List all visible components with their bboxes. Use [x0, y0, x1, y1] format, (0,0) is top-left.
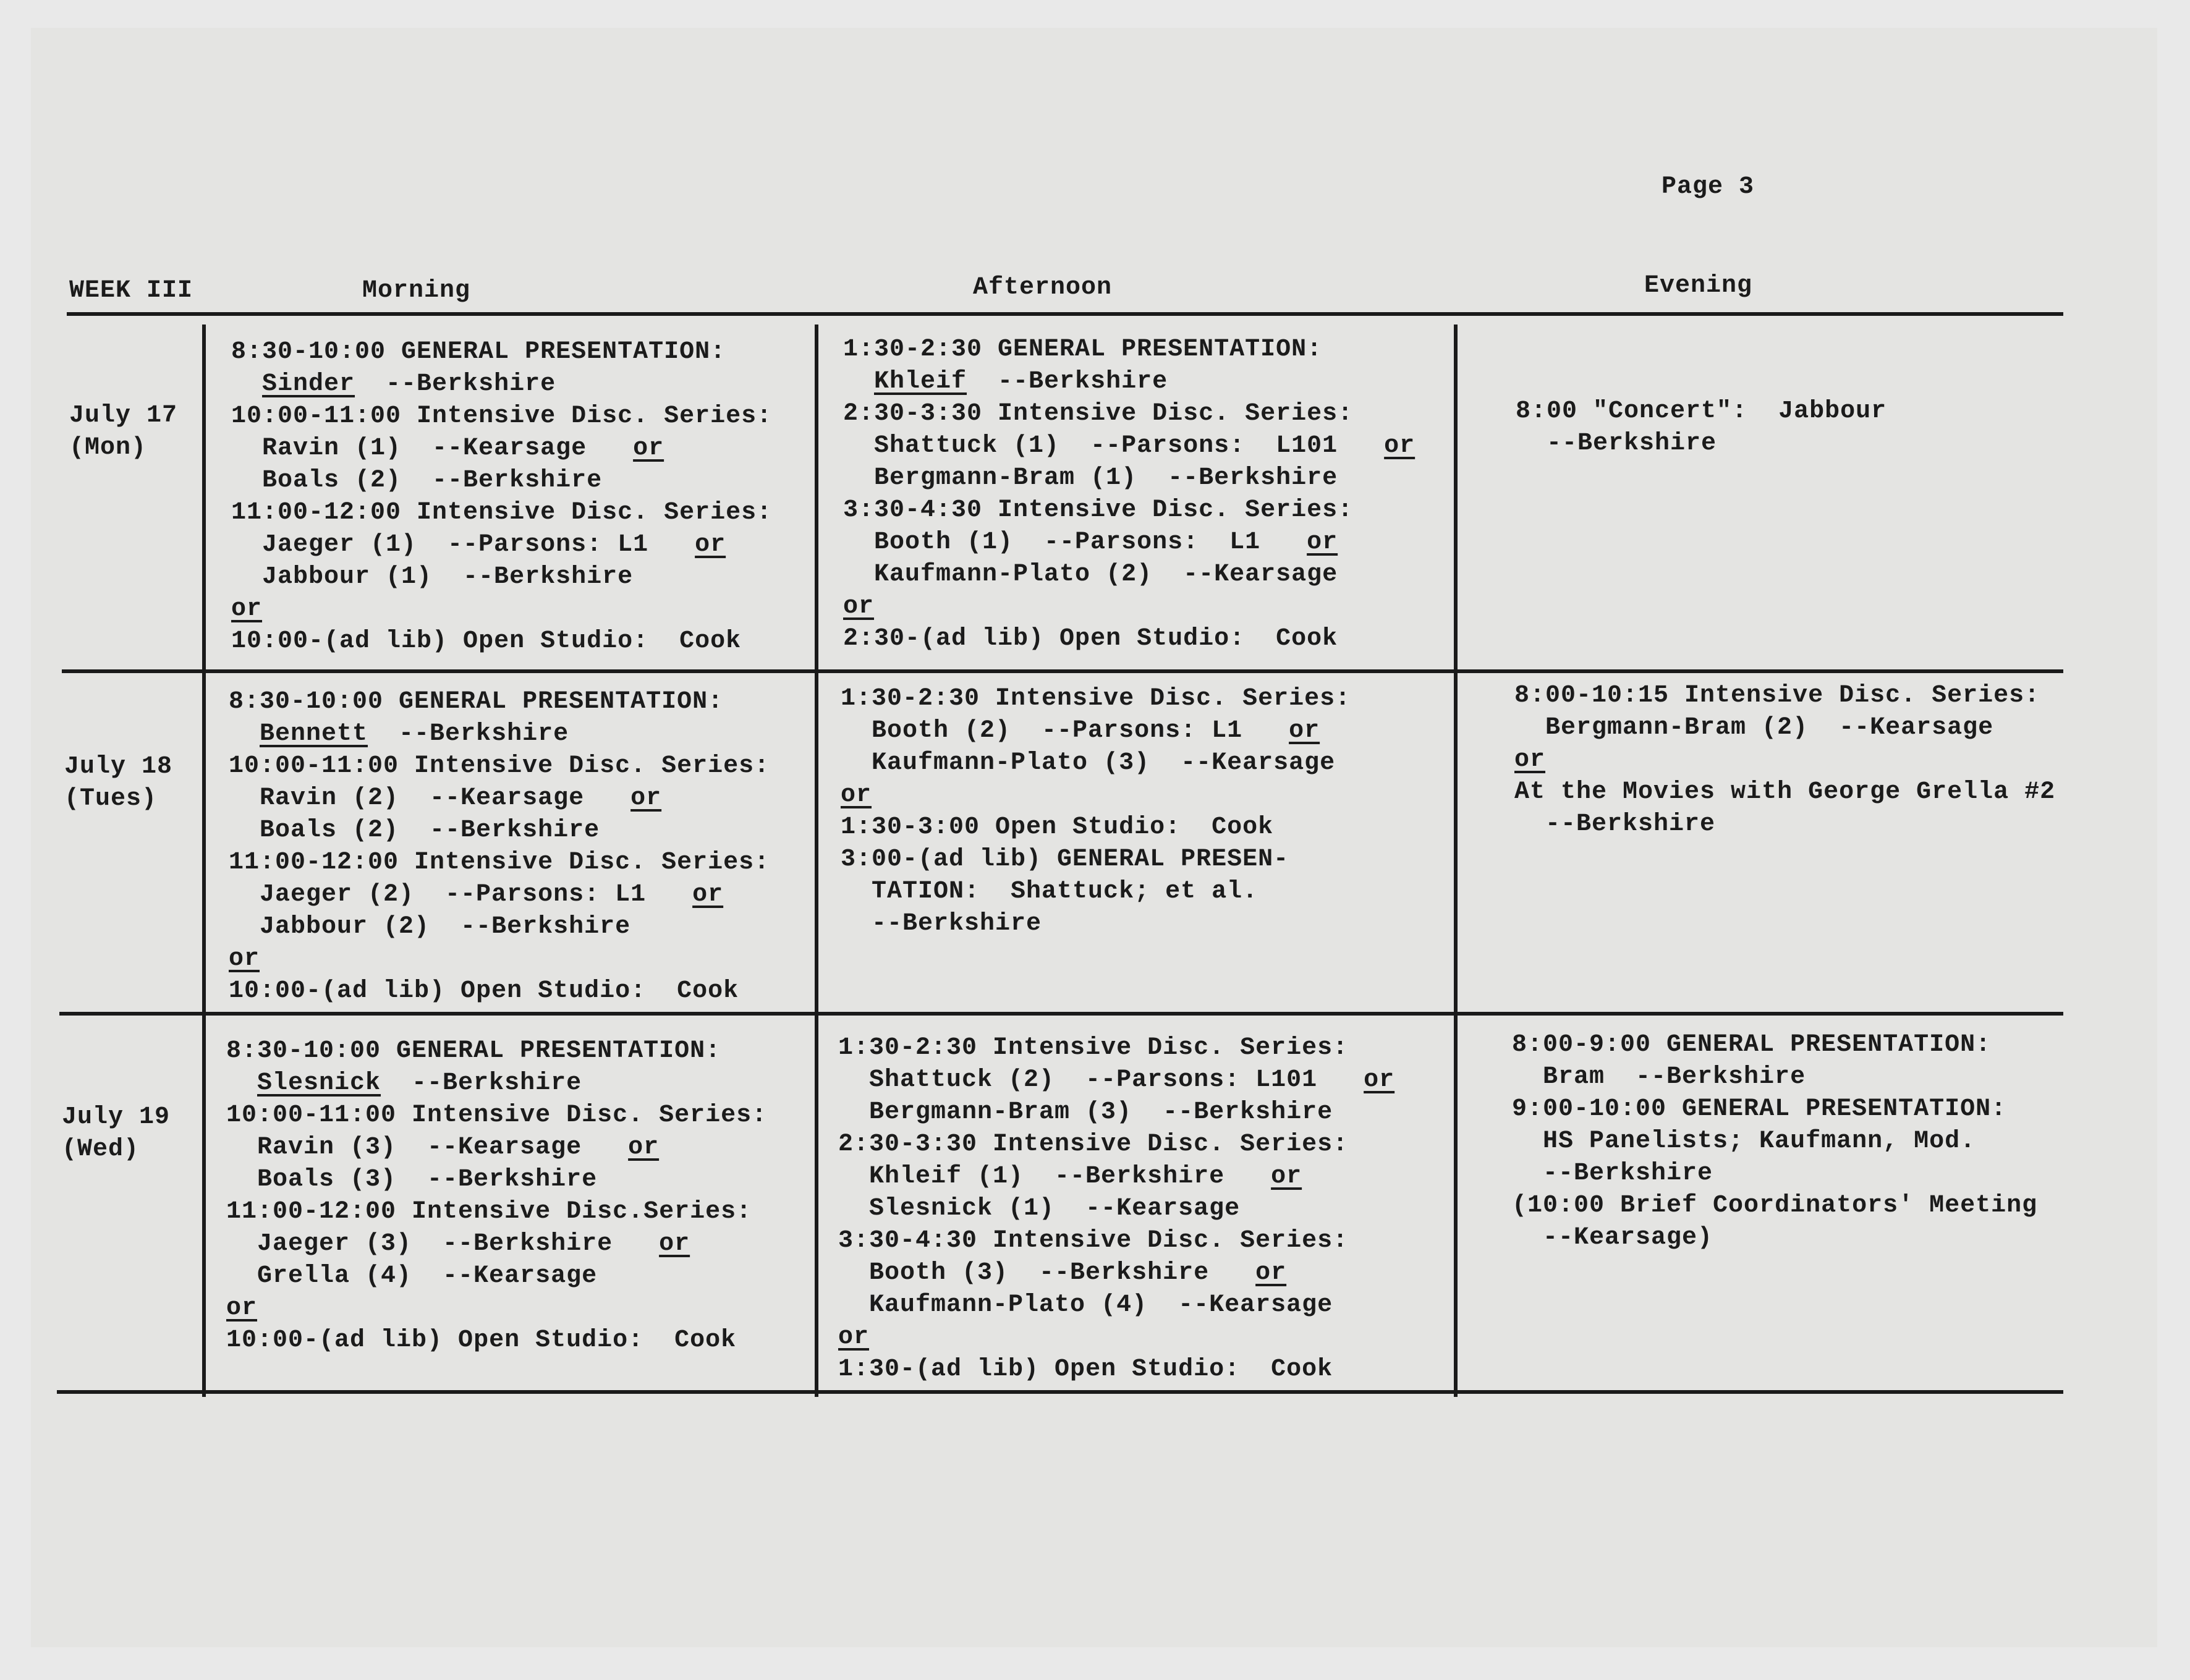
schedule-line [226, 1260, 767, 1292]
or-connector: or [630, 784, 662, 812]
schedule-line [838, 1064, 1394, 1097]
schedule-line [231, 626, 772, 658]
schedule-text: 8:30-10:00 GENERAL PRESENTATION: [231, 338, 726, 366]
schedule-line [838, 1193, 1394, 1225]
or-connector: or [1271, 1163, 1302, 1190]
schedule-text: 8:00-10:15 Intensive Disc. Series: [1514, 682, 2040, 710]
schedule-line [231, 368, 772, 401]
schedule-text: 10:00-(ad lib) Open Studio: Cook [231, 627, 742, 655]
schedule-line [843, 462, 1415, 494]
schedule-line [226, 1228, 767, 1260]
schedule-line [838, 1225, 1394, 1257]
schedule-text: 11:00-12:00 Intensive Disc. Series: [229, 849, 770, 876]
col-divider-2 [815, 325, 818, 1397]
schedule-text: --Berkshire [1547, 430, 1717, 457]
day-label [69, 400, 177, 464]
schedule-text: 10:00-11:00 Intensive Disc. Series: [229, 752, 770, 780]
col-divider-1 [202, 325, 206, 1397]
cell-evening-july18 [1514, 680, 2055, 841]
schedule-text: 9:00-10:00 GENERAL PRESENTATION: [1512, 1095, 2007, 1123]
room-text: --Berkshire [967, 368, 1168, 396]
schedule-line [841, 844, 1351, 876]
schedule-line [843, 334, 1415, 366]
schedule-text: Bergmann-Bram (2) --Kearsage [1545, 714, 1994, 742]
cell-morning-july19 [226, 1035, 767, 1357]
row-rule-2 [59, 1012, 2063, 1016]
schedule-text: 8:30-10:00 GENERAL PRESENTATION: [229, 688, 724, 716]
header-rule [67, 312, 2063, 316]
schedule-text: Shattuck (2) --Parsons: L101 [869, 1066, 1318, 1094]
schedule-text: Slesnick (1) --Kearsage [869, 1195, 1241, 1223]
schedule-line [226, 1132, 767, 1164]
schedule-text: 3:00-(ad lib) GENERAL PRESEN- [841, 846, 1289, 873]
schedule-text: 11:00-12:00 Intensive Disc.Series: [226, 1198, 752, 1226]
schedule-line [843, 559, 1415, 591]
schedule-line [843, 591, 1415, 623]
schedule-line [1512, 1190, 2037, 1222]
or-connector: or [1514, 746, 1546, 774]
room-text: --Berkshire [381, 1069, 582, 1097]
schedule-text: --Berkshire [1545, 810, 1716, 838]
schedule-line [843, 366, 1415, 398]
schedule-text: Jaeger (1) --Parsons: L1 [262, 531, 649, 559]
schedule-text: 10:00-11:00 Intensive Disc. Series: [226, 1101, 768, 1129]
schedule-text: 10:00-11:00 Intensive Disc. Series: [231, 402, 773, 430]
schedule-line [226, 1035, 767, 1067]
schedule-line [231, 561, 772, 593]
schedule-text: Shattuck (1) --Parsons: L101 [874, 432, 1338, 460]
row-rule-1 [62, 669, 2063, 673]
schedule-line [231, 529, 772, 561]
cell-afternoon-july19 [838, 1032, 1394, 1386]
weekday-text: (Wed) [62, 1135, 140, 1163]
schedule-line [1514, 808, 2055, 841]
schedule-line [841, 908, 1351, 940]
schedule-line [226, 1067, 767, 1100]
schedule-line [226, 1164, 767, 1196]
schedule-text: Jabbour (2) --Berkshire [260, 913, 631, 941]
schedule-line [838, 1322, 1394, 1354]
schedule-text: Kaufmann-Plato (4) --Kearsage [869, 1291, 1333, 1319]
schedule-line [843, 494, 1415, 527]
schedule-text: --Berkshire [1543, 1160, 1713, 1187]
or-connector: or [841, 781, 872, 809]
schedule-text: Ravin (1) --Kearsage [262, 435, 587, 462]
schedule-line [1512, 1126, 2037, 1158]
schedule-text: 3:30-4:30 Intensive Disc. Series: [838, 1227, 1349, 1255]
page-number: Page 3 [1662, 173, 1755, 201]
schedule-line [229, 686, 770, 718]
schedule-text: --Berkshire [872, 910, 1042, 938]
schedule-line [838, 1354, 1394, 1386]
schedule-line [229, 847, 770, 879]
schedule-text: Bergmann-Bram (3) --Berkshire [869, 1098, 1333, 1126]
col-divider-3 [1454, 325, 1458, 1397]
schedule-text: Jabbour (1) --Berkshire [262, 563, 634, 591]
schedule-text: Jaeger (3) --Berkshire [257, 1230, 613, 1258]
schedule-text: 8:00 "Concert": Jabbour [1516, 397, 1887, 425]
schedule-line [231, 433, 772, 465]
schedule-line [1512, 1158, 2037, 1190]
schedule-line [229, 815, 770, 847]
presenter-name: Sinder [262, 370, 355, 398]
or-connector: or [1307, 528, 1338, 556]
schedule-line [843, 398, 1415, 430]
week-label: WEEK III [69, 277, 193, 305]
schedule-text: 11:00-12:00 Intensive Disc. Series: [231, 499, 773, 527]
schedule-text: Bram --Berkshire [1543, 1063, 1806, 1091]
schedule-text: Booth (2) --Parsons: L1 [872, 717, 1243, 745]
schedule-line [226, 1325, 767, 1357]
schedule-text: 10:00-(ad lib) Open Studio: Cook [226, 1326, 737, 1354]
schedule-text: --Kearsage) [1543, 1224, 1713, 1252]
or-connector: or [843, 593, 875, 621]
schedule-text: Boals (3) --Berkshire [257, 1166, 598, 1194]
schedule-text: Boals (2) --Berkshire [262, 467, 603, 494]
schedule-line [838, 1097, 1394, 1129]
schedule-text: 8:00-9:00 GENERAL PRESENTATION: [1512, 1031, 1992, 1059]
schedule-text: Kaufmann-Plato (2) --Kearsage [874, 561, 1338, 588]
bottom-rule [57, 1390, 2063, 1394]
schedule-line [838, 1129, 1394, 1161]
schedule-text: Khleif (1) --Berkshire [869, 1163, 1225, 1190]
schedule-line [226, 1196, 767, 1228]
presenter-name: Khleif [874, 368, 967, 396]
day-label [62, 1101, 170, 1166]
schedule-line [229, 750, 770, 783]
schedule-text: 1:30-2:30 Intensive Disc. Series: [841, 685, 1351, 713]
schedule-line [843, 623, 1415, 655]
col-header-evening: Evening [1644, 272, 1753, 300]
schedule-line [1512, 1029, 2037, 1061]
schedule-line [231, 593, 772, 626]
or-connector: or [692, 881, 724, 909]
or-connector: or [229, 945, 260, 973]
schedule-line [226, 1100, 767, 1132]
col-header-afternoon: Afternoon [973, 274, 1113, 302]
schedule-text: Booth (3) --Berkshire [869, 1259, 1210, 1287]
or-connector: or [633, 435, 664, 462]
or-connector: or [695, 531, 726, 559]
schedule-text: Kaufmann-Plato (3) --Kearsage [872, 749, 1336, 777]
schedule-text: 10:00-(ad lib) Open Studio: Cook [229, 977, 739, 1005]
schedule-text: At the Movies with George Grella #2 [1514, 778, 2056, 806]
schedule-line [229, 718, 770, 750]
day-label [64, 751, 172, 815]
or-connector: or [1289, 717, 1320, 745]
schedule-line [231, 401, 772, 433]
presenter-name: Bennett [260, 720, 368, 748]
schedule-line [838, 1257, 1394, 1289]
schedule-text: 1:30-2:30 GENERAL PRESENTATION: [843, 336, 1323, 363]
cell-morning-july18 [229, 686, 770, 1008]
cell-evening-july19 [1512, 1029, 2037, 1254]
schedule-line [1512, 1093, 2037, 1126]
schedule-line [231, 497, 772, 529]
schedule-line [841, 812, 1351, 844]
schedule-line [231, 465, 772, 497]
schedule-line [1512, 1222, 2037, 1254]
schedule-text: 8:30-10:00 GENERAL PRESENTATION: [226, 1037, 721, 1065]
room-text: --Berkshire [355, 370, 556, 398]
date-text: July 19 [62, 1103, 171, 1131]
room-text: --Berkshire [368, 720, 569, 748]
schedule-line [841, 779, 1351, 812]
schedule-line [838, 1161, 1394, 1193]
cell-morning-july17 [231, 336, 772, 658]
schedule-line [1514, 776, 2055, 808]
cell-afternoon-july17 [843, 334, 1415, 655]
schedule-text: Jaeger (2) --Parsons: L1 [260, 881, 647, 909]
schedule-line [843, 527, 1415, 559]
date-text: July 17 [69, 402, 178, 430]
schedule-line [841, 715, 1351, 747]
schedule-line [229, 783, 770, 815]
schedule-text: 1:30-(ad lib) Open Studio: Cook [838, 1355, 1333, 1383]
schedule-text: Boals (2) --Berkshire [260, 817, 600, 844]
schedule-line [1514, 744, 2055, 776]
schedule-line [838, 1032, 1394, 1064]
schedule-line [1514, 712, 2055, 744]
cell-afternoon-july18 [841, 683, 1351, 940]
schedule-text: 2:30-3:30 Intensive Disc. Series: [838, 1131, 1349, 1158]
schedule-line [226, 1292, 767, 1325]
or-connector: or [659, 1230, 690, 1258]
schedule-text: 2:30-3:30 Intensive Disc. Series: [843, 400, 1354, 428]
schedule-line [231, 336, 772, 368]
col-header-morning: Morning [362, 277, 471, 305]
cell-evening-july17 [1516, 396, 1887, 460]
or-connector: or [1384, 432, 1415, 460]
schedule-text: Booth (1) --Parsons: L1 [874, 528, 1261, 556]
schedule-line [229, 911, 770, 943]
schedule-text: Grella (4) --Kearsage [257, 1262, 598, 1290]
weekday-text: (Mon) [69, 434, 147, 462]
schedule-text: 3:30-4:30 Intensive Disc. Series: [843, 496, 1354, 524]
schedule-line [229, 975, 770, 1008]
schedule-line [841, 683, 1351, 715]
weekday-text: (Tues) [64, 785, 158, 813]
schedule-line [843, 430, 1415, 462]
schedule-text: Ravin (2) --Kearsage [260, 784, 585, 812]
date-text: July 18 [64, 753, 173, 781]
schedule-line [1514, 680, 2055, 712]
schedule-text: Ravin (3) --Kearsage [257, 1134, 582, 1161]
or-connector: or [628, 1134, 660, 1161]
schedule-line [1516, 396, 1887, 428]
schedule-line [229, 879, 770, 911]
presenter-name: Slesnick [257, 1069, 381, 1097]
schedule-text: 1:30-3:00 Open Studio: Cook [841, 813, 1274, 841]
or-connector: or [231, 595, 263, 623]
schedule-line [841, 876, 1351, 908]
schedule-line [1512, 1061, 2037, 1093]
or-connector: or [838, 1323, 870, 1351]
schedule-text: HS Panelists; Kaufmann, Mod. [1543, 1127, 1976, 1155]
schedule-line [838, 1289, 1394, 1322]
schedule-line [229, 943, 770, 975]
or-connector: or [226, 1294, 258, 1322]
schedule-text: 2:30-(ad lib) Open Studio: Cook [843, 625, 1338, 653]
schedule-text: 1:30-2:30 Intensive Disc. Series: [838, 1034, 1349, 1062]
or-connector: or [1255, 1259, 1287, 1287]
schedule-text: TATION: Shattuck; et al. [872, 878, 1258, 906]
or-connector: or [1364, 1066, 1395, 1094]
schedule-line [1516, 428, 1887, 460]
schedule-text: Bergmann-Bram (1) --Berkshire [874, 464, 1338, 492]
schedule-text: (10:00 Brief Coordinators' Meeting [1512, 1192, 2038, 1220]
schedule-line [841, 747, 1351, 779]
